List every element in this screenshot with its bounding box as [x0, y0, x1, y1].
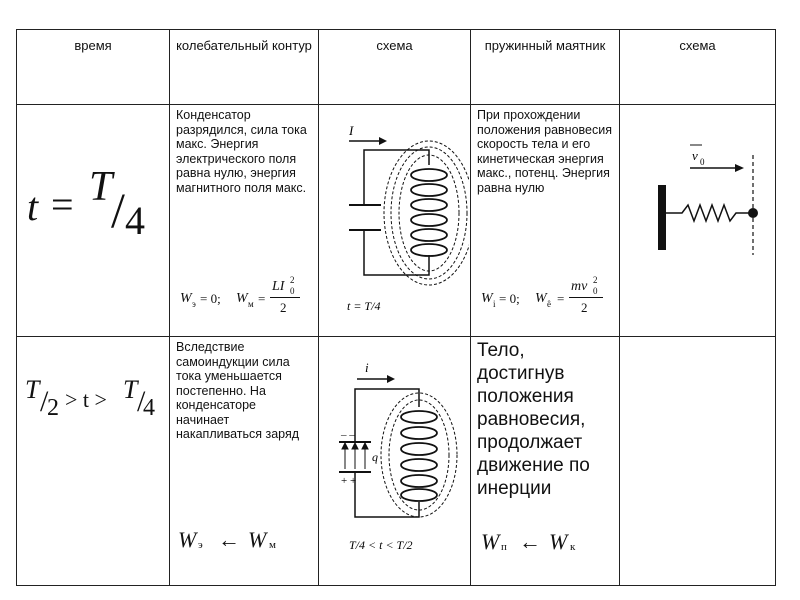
scheme1-time-label: t = T/4: [347, 299, 381, 313]
row1-circuit-text: Конденсатор разрядился, сила тока макс. Энергия электрического поля равна нулю, энергия магнитного поля макс.: [176, 108, 307, 195]
f3-we: W: [178, 527, 197, 552]
spring-pendulum-diagram-1: [620, 105, 775, 331]
row2-scheme-cell: [319, 337, 471, 586]
spring: [666, 205, 750, 221]
header-circuit-label: колебательный контур: [176, 38, 312, 53]
row1-time-formula: [27, 164, 167, 245]
f3-arrow: ←: [218, 527, 240, 552]
f2-den: 2: [581, 300, 588, 315]
row2-pendulum-cell: [471, 337, 620, 586]
f2-wp: W: [481, 291, 493, 306]
f2-num: mv: [571, 279, 588, 294]
f2-wp-sub: i: [493, 299, 496, 309]
row1-time-T: T: [89, 164, 113, 210]
row1-pendulum-cell: [471, 105, 620, 337]
f3-wm-sub: м: [269, 539, 276, 551]
header-scheme-2: [620, 30, 776, 105]
f2-num-sub: 0: [593, 286, 598, 296]
f2-wk-sub: ê: [547, 299, 551, 309]
row2-time-slash1: /: [40, 385, 49, 418]
row2-time-formula: [25, 375, 165, 435]
f2-eq: =: [557, 291, 565, 306]
row2-pendulum-text: Тело, достигнув положения равновесия, продолжает движение по инерции: [477, 340, 590, 499]
circuit-wire-bottom-2: [355, 472, 419, 517]
row-quarter-period: [17, 105, 776, 337]
svg-text:– –: – –: [341, 429, 355, 441]
scheme2-time-label: T/4 < t < T/2: [349, 538, 413, 552]
charge-signs: [340, 429, 356, 487]
f2-num-sup: 2: [593, 275, 598, 285]
row2-scheme2-cell: [620, 337, 776, 586]
header-scheme-1-label: схема: [376, 38, 413, 53]
row2-circuit-text: Вследствие самоиндукции сила тока уменьшается постепенно. На конденсаторе начинает накапливаться заряд: [176, 340, 300, 441]
f1-eq0: = 0;: [200, 291, 224, 306]
f4-wk: W: [549, 529, 568, 554]
f1-we: W: [180, 291, 192, 306]
f3-wm: W: [248, 527, 267, 552]
row2-time-slash2: /: [137, 385, 146, 418]
energy-comparison-table: [16, 29, 776, 586]
f4-wp: W: [481, 529, 500, 554]
row-second-quarter: [17, 337, 776, 586]
f2-eq0: = 0;: [499, 291, 523, 306]
current-label-2: i: [365, 360, 369, 375]
row1-scheme2-cell: [620, 105, 776, 337]
row2-time-mid: > t >: [65, 387, 107, 412]
f1-eq: =: [258, 291, 266, 306]
row1-pendulum-text: При прохождении положения равновесия скорость тела и его кинетическая энергия макс., потенц. Энергия равна нулю: [477, 108, 612, 195]
f1-num: LI: [272, 279, 285, 294]
header-scheme-1: [319, 30, 471, 105]
header-time: [17, 30, 170, 105]
row1-circuit-formula: [180, 275, 319, 325]
velocity-label: v: [692, 148, 698, 163]
lc-circuit-diagram-1: [319, 105, 469, 331]
row1-time-eq: =: [51, 182, 74, 227]
f2-wk: W: [535, 291, 547, 306]
row1-circuit-cell: [170, 105, 319, 337]
header-row: [17, 30, 776, 105]
f4-arrow: ←: [519, 529, 541, 554]
header-pendulum-label: пружинный маятник: [484, 38, 606, 53]
f2-fraction-bar: [569, 297, 603, 298]
row2-circuit-formula: [178, 527, 318, 567]
header-scheme-2-label: схема: [679, 38, 716, 53]
circuit-wire-top-2: [355, 389, 419, 442]
row1-time-t: t: [27, 184, 39, 229]
row2-time-cell: [17, 337, 170, 586]
current-arrow-head-2: [387, 375, 395, 383]
f1-we-sub: э: [192, 299, 196, 309]
charge-label: q: [372, 450, 378, 464]
header-time-label: время: [74, 38, 112, 53]
f1-wm: W: [236, 291, 248, 306]
row1-scheme-cell: [319, 105, 471, 337]
f1-den: 2: [280, 300, 287, 315]
velocity-arrow-head: [735, 164, 744, 172]
wall: [658, 185, 666, 250]
row1-pendulum-formula: [481, 275, 620, 325]
f1-wm-sub: м: [248, 299, 254, 309]
f4-wp-sub: п: [501, 541, 507, 553]
f4-wk-sub: к: [570, 541, 576, 553]
header-pendulum: [471, 30, 620, 105]
row2-circuit-cell: [170, 337, 319, 586]
row1-time-slash: /: [111, 182, 125, 238]
row2-time-2: 2: [47, 395, 59, 421]
current-arrow-head: [379, 137, 387, 145]
f3-we-sub: э: [198, 539, 203, 551]
f1-num-sub: 0: [290, 286, 295, 296]
inductor-coil: [411, 169, 447, 256]
inductor-coil-2: [401, 411, 437, 501]
lc-circuit-diagram-2: [319, 337, 469, 580]
current-label: I: [349, 123, 354, 138]
electric-field-arrows: [342, 443, 368, 469]
magnetic-field-lines: [384, 141, 469, 285]
row2-pendulum-formula: [481, 529, 620, 569]
row1-time-4: 4: [125, 198, 145, 243]
row1-time-cell: [17, 105, 170, 337]
row2-time-4: 4: [143, 395, 155, 421]
row2-time-T2: T: [123, 375, 138, 404]
velocity-label-sub: 0: [700, 157, 705, 167]
f1-fraction-bar: [270, 297, 300, 298]
svg-text:+ +: + +: [341, 475, 357, 487]
f1-num-sup: 2: [290, 275, 295, 285]
header-circuit: [170, 30, 319, 105]
row2-time-T1: T: [25, 375, 40, 404]
